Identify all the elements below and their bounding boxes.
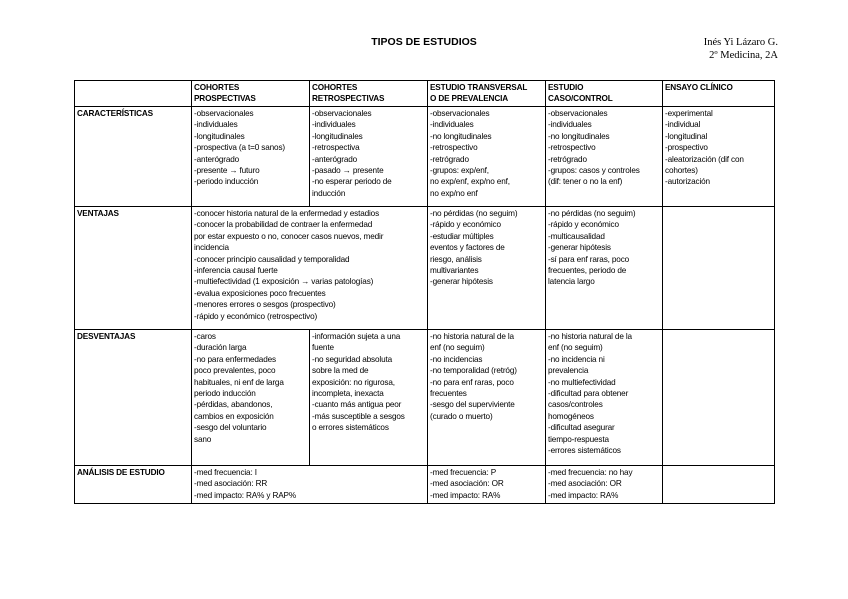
cell-line: -observacionales <box>312 109 372 118</box>
cell-desventajas-retrospectivas <box>310 330 428 466</box>
cell-line: -observacionales <box>194 109 254 118</box>
cell-line: habituales, ni enf de larga <box>194 377 284 387</box>
cell-line: -autorización <box>665 177 710 187</box>
cell-ventajas-casocontrol <box>546 207 663 330</box>
cell-line: cambios en exposición <box>194 411 274 421</box>
cell-line: -observacionales <box>430 109 490 118</box>
cell-line: -generar hipótesis <box>548 243 611 253</box>
cell-line: -longitudinales <box>194 131 245 141</box>
cell-line: -sesgo del superviviente <box>430 400 515 410</box>
cell-line: -no temporalidad (retróg) <box>430 366 517 376</box>
cell-line: -retrospectivo <box>430 143 478 153</box>
cell-line: (curado o muerto) <box>430 411 493 421</box>
cell-line: -estudiar múltiples <box>430 231 494 241</box>
cell-line: -generar hipótesis <box>430 277 493 287</box>
row-label-ventajas: VENTAJAS <box>75 207 192 330</box>
course-info: 2º Medicina, 2A <box>709 50 778 61</box>
cell-line: -aleatorización (dif con <box>665 154 744 164</box>
cell-desventajas-casocontrol <box>546 330 663 466</box>
cell-line: -duración larga <box>194 343 247 353</box>
cell-line: -no esperar periodo de <box>312 177 392 187</box>
row-label-analisis: ANÁLISIS DE ESTUDIO <box>75 466 192 504</box>
cell-line: -individual <box>665 120 701 130</box>
cell-line: -conocer principio causalidad y temporalidad <box>194 254 350 264</box>
row-desventajas <box>75 330 775 466</box>
cell-line: fuente <box>312 343 334 353</box>
cell-line: -no pérdidas (no seguim) <box>548 209 636 218</box>
cell-line: COHORTES <box>194 83 240 92</box>
cell-line: -longitudinal <box>665 131 708 141</box>
cell-line: -med frecuencia: no hay <box>548 468 633 477</box>
cell-line: -no longitudinales <box>548 131 610 141</box>
cell-line: -no incidencias <box>430 354 483 364</box>
cell-line: -prospectivo <box>665 143 708 153</box>
cell-line: poco prevalentes, poco <box>194 366 276 376</box>
study-types-table <box>74 80 775 504</box>
cell-line: inducción <box>312 188 346 198</box>
cell-line: -individuales <box>548 120 592 130</box>
cell-line: frecuentes <box>430 389 467 399</box>
cell-line: -inferencia causal fuerte <box>194 266 278 276</box>
cell-line: COHORTES <box>312 83 358 92</box>
cell-line: -multicausalidad <box>548 231 605 241</box>
cell-line: latencia largo <box>548 277 595 287</box>
cell-analisis-casocontrol <box>546 466 663 504</box>
cell-caracteristicas-ensayo <box>663 107 775 207</box>
cell-ventajas-transversal <box>428 207 546 330</box>
cell-line: ENSAYO CLÍNICO <box>665 83 733 92</box>
cell-line: -no longitudinales <box>430 131 492 141</box>
cell-caracteristicas-retrospectivas <box>310 107 428 207</box>
row-analisis <box>75 466 775 504</box>
cell-line: por estar expuesto o no, conocer casos nuevos, medir <box>194 231 384 241</box>
cell-line: -med impacto: RA% y RAP% <box>194 490 296 500</box>
cell-line: -rápido y económico (retrospectivo) <box>194 311 318 321</box>
cell-line: casos/controles <box>548 400 603 410</box>
cell-line: no exp/enf, exp/no enf, <box>430 177 510 187</box>
cell-analisis-ensayo <box>663 466 775 504</box>
cell-line: -experimental <box>665 109 713 118</box>
cell-line: -errores sistemáticos <box>548 446 621 456</box>
cell-line: o errores sistemáticos <box>312 423 389 433</box>
cell-caracteristicas-prospectivas <box>192 107 310 207</box>
cell-line: eventos y factores de <box>430 243 505 253</box>
cell-line: -periodo inducción <box>194 177 259 187</box>
document-title: TIPOS DE ESTUDIOS <box>371 36 477 48</box>
cell-line: -pérdidas, abandonos, <box>194 400 273 410</box>
author-name: Inés Yi Lázaro G. <box>703 37 778 48</box>
cell-line: sobre la med de <box>312 366 369 376</box>
cell-line: -no historia natural de la <box>548 332 632 341</box>
col-header-ensayo-clinico <box>663 81 775 107</box>
cell-line: -no seguridad absoluta <box>312 354 392 364</box>
cell-line: exposición: no rigurosa, <box>312 377 395 387</box>
cell-line: homogéneos <box>548 411 594 421</box>
cell-line: -información sujeta a una <box>312 332 401 341</box>
cell-line: -individuales <box>312 120 356 130</box>
cell-line: -prospectiva (a t=0 sanos) <box>194 143 285 153</box>
cell-line: incompleta, inexacta <box>312 389 384 399</box>
cell-line: -no historia natural de la <box>430 332 514 341</box>
cell-line: -anterógrado <box>194 154 240 164</box>
cell-line: -más susceptible a sesgos <box>312 411 405 421</box>
cell-line: -no incidencia ni <box>548 354 605 364</box>
cell-line: -caros <box>194 332 216 341</box>
cell-line: frecuentes, periodo de <box>548 266 627 276</box>
cell-line: ESTUDIO <box>548 83 584 92</box>
row-label-desventajas: DESVENTAJAS <box>75 330 192 466</box>
cell-line: riesgo, análisis <box>430 254 482 264</box>
cell-line: -observacionales <box>548 109 608 118</box>
cell-line: -grupos: casos y controles <box>548 166 640 176</box>
cell-line: sano <box>194 434 212 444</box>
cell-desventajas-transversal <box>428 330 546 466</box>
cell-line: ESTUDIO TRANSVERSAL <box>430 83 528 92</box>
cell-line: (dif: tener o no la enf) <box>548 177 623 187</box>
header-row <box>75 81 775 107</box>
col-header-caso-control <box>546 81 663 107</box>
cell-line: -med impacto: RA% <box>548 490 619 500</box>
row-ventajas <box>75 207 775 330</box>
cell-line: -pasado → presente <box>312 166 384 176</box>
cell-ventajas-cohortes <box>192 207 428 330</box>
cell-line: -dificultad para obtener <box>548 389 629 399</box>
cell-line: -retrógrado <box>430 154 469 164</box>
cell-line: -rápido y económico <box>548 220 619 230</box>
cell-desventajas-ensayo <box>663 330 775 466</box>
cell-line: -sí para enf raras, poco <box>548 254 630 264</box>
col-header-cohortes-retrospectivas <box>310 81 428 107</box>
cell-line: cohortes) <box>665 166 698 176</box>
cell-analisis-transversal <box>428 466 546 504</box>
cell-line: -evalua exposiciones poco frecuentes <box>194 288 326 298</box>
cell-line: -sesgo del voluntario <box>194 423 267 433</box>
cell-line: incidencia <box>194 243 229 253</box>
cell-line: -retrospectivo <box>548 143 596 153</box>
cell-line: -dificultad asegurar <box>548 423 615 433</box>
cell-desventajas-prospectivas <box>192 330 310 466</box>
cell-analisis-cohortes <box>192 466 428 504</box>
corner-cell <box>75 81 192 107</box>
cell-line: -no pérdidas (no seguim) <box>430 209 518 218</box>
cell-line: -rápido y económico <box>430 220 501 230</box>
cell-line: tiempo-respuesta <box>548 434 609 444</box>
cell-line: -no multiefectividad <box>548 377 616 387</box>
cell-line: O DE PREVALENCIA <box>430 94 508 104</box>
cell-line: -presente → futuro <box>194 166 260 176</box>
cell-line: -menores errores o sesgos (prospectivo) <box>194 300 336 310</box>
row-label-caracteristicas: CARACTERÍSTICAS <box>75 107 192 207</box>
cell-line: -multiefectividad (1 exposición → varias patologías) <box>194 277 374 287</box>
cell-line: CASO/CONTROL <box>548 94 613 104</box>
cell-line: RETROSPECTIVAS <box>312 94 385 104</box>
cell-line: -no para enf raras, poco <box>430 377 514 387</box>
cell-line: -med impacto: RA% <box>430 490 501 500</box>
cell-line: -conocer historia natural de la enfermedad y estadios <box>194 209 380 218</box>
cell-caracteristicas-casocontrol <box>546 107 663 207</box>
cell-line: -med asociación: OR <box>430 479 504 489</box>
cell-line: prevalencia <box>548 366 589 376</box>
author-block <box>704 36 778 62</box>
cell-line: multivariantes <box>430 266 479 276</box>
cell-line: -conocer la probabilidad de contraer la enfermedad <box>194 220 373 230</box>
cell-line: -retrógrado <box>548 154 587 164</box>
row-caracteristicas <box>75 107 775 207</box>
cell-line: PROSPECTIVAS <box>194 94 256 104</box>
cell-line: enf (no seguim) <box>430 343 485 353</box>
cell-caracteristicas-transversal <box>428 107 546 207</box>
cell-line: -longitudinales <box>312 131 363 141</box>
cell-line: -med frecuencia: P <box>430 468 497 477</box>
col-header-estudio-transversal <box>428 81 546 107</box>
cell-line: -individuales <box>430 120 474 130</box>
cell-line: -no para enfermedades <box>194 354 276 364</box>
cell-line: -grupos: exp/enf, <box>430 166 489 176</box>
cell-line: no exp/no enf <box>430 188 478 198</box>
cell-line: -anterógrado <box>312 154 358 164</box>
cell-line: -cuanto más antigua peor <box>312 400 402 410</box>
cell-line: -med frecuencia: I <box>194 468 257 477</box>
cell-ventajas-ensayo <box>663 207 775 330</box>
cell-line: -retrospectiva <box>312 143 360 153</box>
cell-line: -individuales <box>194 120 238 130</box>
cell-line: -med asociación: RR <box>194 479 268 489</box>
cell-line: -med asociación: OR <box>548 479 622 489</box>
col-header-cohortes-prospectivas <box>192 81 310 107</box>
cell-line: enf (no seguim) <box>548 343 603 353</box>
cell-line: periodo inducción <box>194 389 256 399</box>
